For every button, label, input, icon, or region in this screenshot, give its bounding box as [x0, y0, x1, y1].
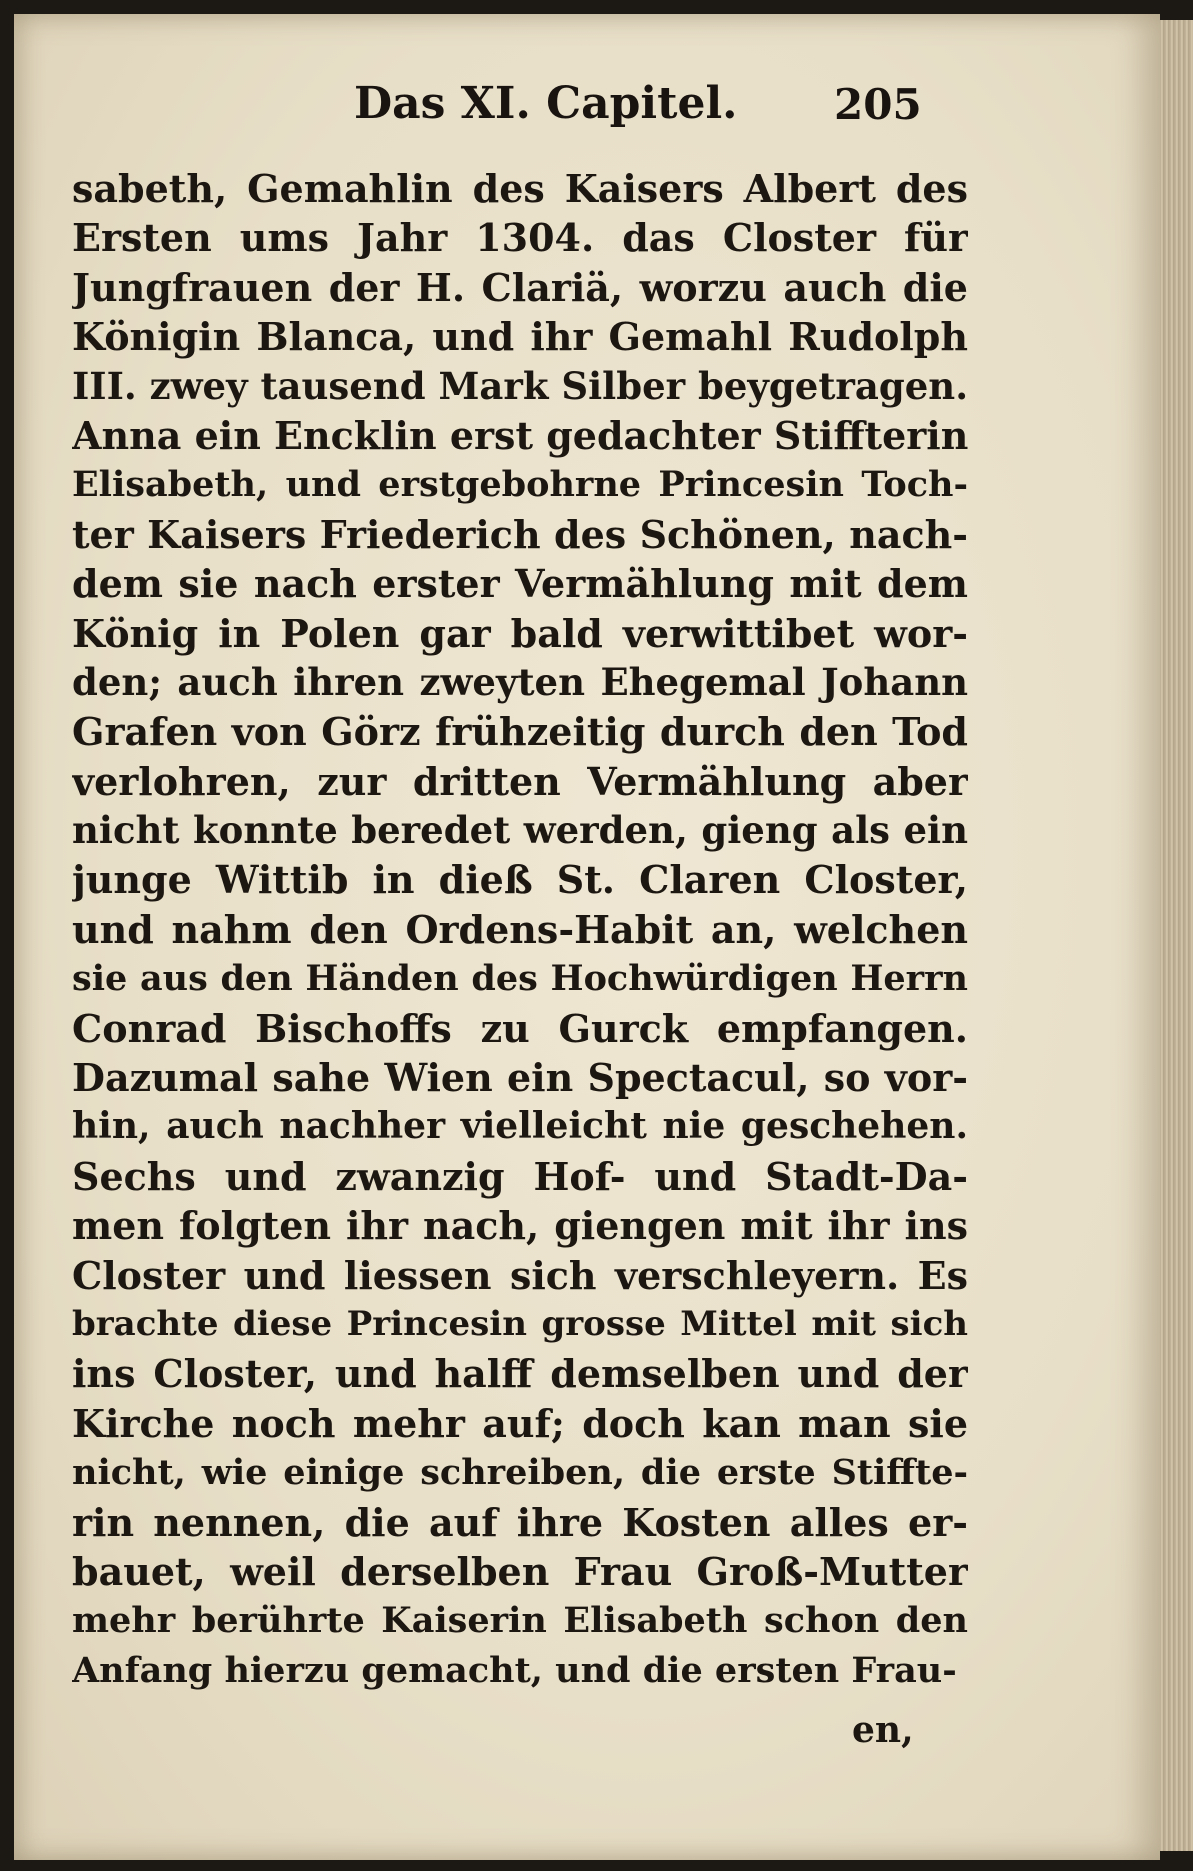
- text-line: Sechs und zwanzig Hof- und Stadt-Da-: [72, 1153, 968, 1199]
- text-line: Jungfrauen der H. Clariä, worzu auch die: [72, 264, 968, 310]
- text-line: ins Closter, und halff demselben und der: [72, 1351, 968, 1397]
- text-line: König in Polen gar bald verwittibet wor-: [72, 610, 968, 656]
- text-line: verlohren, zur dritten Vermählung aber: [72, 758, 968, 804]
- text-line: nicht, wie einige schreiben, die erste Stiffte-: [72, 1452, 968, 1494]
- text-line: rin nennen, die auf ihre Kosten alles er-: [72, 1499, 968, 1545]
- text-line: brachte diese Princesin grosse Mittel mit sich: [72, 1303, 968, 1344]
- text-line: den; auch ihren zweyten Ehegemal Johann: [72, 659, 968, 704]
- text-line: Ersten ums Jahr 1304. das Closter für: [72, 215, 968, 261]
- text-line: Closter und liessen sich verschleyern. Es: [72, 1252, 968, 1298]
- text-line: III. zwey tausend Mark Silber beygetragen.: [72, 363, 968, 408]
- catchword: en,: [852, 1709, 914, 1751]
- text-line: mehr berührte Kaiserin Elisabeth schon den: [72, 1600, 968, 1642]
- text-line: ter Kaisers Friederich des Schönen, nach-: [72, 511, 968, 557]
- chapter-heading: Das XI. Capitel.: [354, 78, 738, 129]
- text-line: hin, auch nachher vielleicht nie geschehen.: [72, 1105, 968, 1148]
- text-line: und nahm den Ordens-Habit an, welchen: [72, 906, 968, 952]
- book-page: [14, 14, 1160, 1860]
- text-line: Anna ein Encklin erst gedachter Stiffterin: [72, 412, 968, 458]
- text-line: nicht konnte beredet werden, gieng als ein: [72, 808, 968, 853]
- page-number: 205: [834, 80, 922, 129]
- text-line: Anfang hierzu gemacht, und die ersten Frau-: [72, 1649, 957, 1691]
- text-line: sie aus den Händen des Hochwürdigen Herrn: [72, 958, 968, 1000]
- text-line: Grafen von Görz frühzeitig durch den Tod: [72, 709, 968, 755]
- text-line: Dazumal sahe Wien ein Spectacul, so vor-: [72, 1055, 968, 1101]
- text-line: men folgten ihr nach, giengen mit ihr ins: [72, 1203, 968, 1249]
- text-line: bauet, weil derselben Frau Groß-Mutter: [72, 1548, 968, 1594]
- text-line: Königin Blanca, und ihr Gemahl Rudolph: [72, 314, 968, 360]
- text-line: sabeth, Gemahlin des Kaisers Albert des: [72, 166, 968, 211]
- body-text: [72, 164, 968, 1695]
- text-line: junge Wittib in dieß St. Claren Closter,: [72, 857, 968, 903]
- running-head: [14, 78, 1160, 138]
- text-line: Elisabeth, und erstgebohrne Princesin Toch-: [72, 464, 968, 506]
- text-line: Conrad Bischoffs zu Gurck empfangen.: [72, 1005, 968, 1051]
- text-line: dem sie nach erster Vermählung mit dem: [72, 561, 968, 607]
- text-line: Kirche noch mehr auf; doch kan man sie: [72, 1400, 968, 1446]
